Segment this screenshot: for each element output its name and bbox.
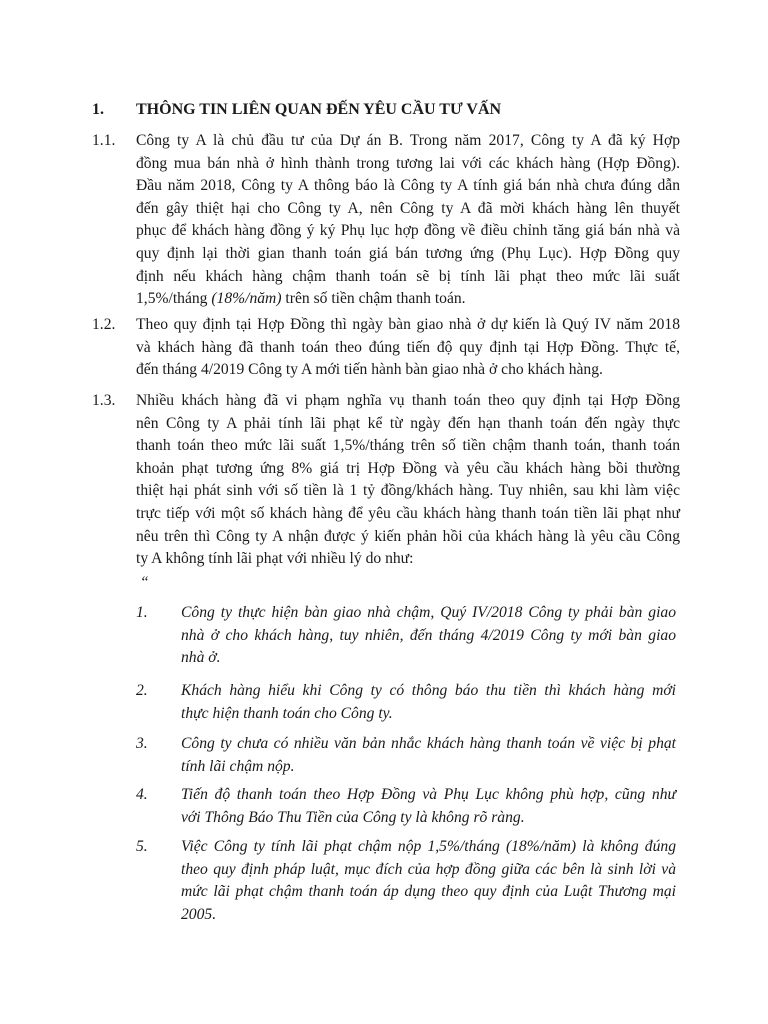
list-item-line: Việc Công ty tính lãi phạt chậm nộp 1,5%/tháng (18%/năm) là không đúng (181, 838, 676, 855)
paragraph-line (136, 288, 680, 311)
paragraph-line: đồng mua bán nhà ở hình thành trong tương lai với các khách hàng (Hợp Đồng). (136, 154, 680, 172)
paragraph-line: thiệt hại phát sinh với số tiền là 1 tỷ đồng/khách hàng. Tuy nhiên, sau khi làm việc (136, 482, 680, 500)
paragraph-body (136, 314, 680, 382)
list-item-body (181, 680, 676, 725)
list-item-line: với Thông Báo Thu Tiền của Công ty là không rõ ràng. (181, 808, 525, 826)
quoted-list-item-1 (136, 602, 676, 670)
paragraph-1-3 (92, 390, 680, 571)
list-item-body (181, 836, 676, 926)
quoted-list-item-2 (136, 680, 676, 725)
paragraph-line: khoản phạt tương ứng 8% giá trị Hợp Đồng và yêu cầu khách hàng bồi thường (136, 459, 680, 477)
paragraph-line: nên Công ty A phải tính lãi phạt kể từ ngày đến hạn thanh toán đến ngày thực (136, 414, 680, 432)
paragraph-line: nêu trên thì Công ty A nhận được ý kiến phản hồi của khách hàng là yêu cầu Công (136, 527, 680, 545)
paragraph-line: đến tháng 4/2019 Công ty A mới tiến hành bàn giao nhà ở cho khách hàng. (136, 361, 603, 379)
list-item-line: mức lãi phạt chậm thanh toán áp dụng theo quy định của Luật Thương mại (181, 883, 676, 901)
italic-text-run: (18%/năm) (211, 290, 282, 308)
paragraph-number: 1.1. (92, 132, 116, 149)
heading-title: THÔNG TIN LIÊN QUAN ĐẾN YÊU CẦU TƯ VẤN (136, 101, 502, 118)
paragraph-1-1 (92, 130, 680, 311)
paragraph-line: Theo quy định tại Hợp Đồng thì ngày bàn giao nhà ở dự kiến là Quý IV năm 2018 (136, 316, 680, 333)
paragraph-line: định nếu khách hàng chậm thanh toán sẽ bị tính lãi phạt theo mức lãi suất (136, 267, 680, 285)
list-item-line: 2005. (181, 905, 217, 923)
list-item-number: 3. (136, 735, 148, 752)
list-item-line: theo quy định pháp luật, mục đích của hợp đồng giữa các bên là sinh lời và (181, 860, 676, 878)
paragraph-line: Công ty A là chủ đầu tư của Dự án B. Trong năm 2017, Công ty A đã ký Hợp (136, 132, 680, 149)
list-item-number: 5. (136, 838, 148, 855)
section-heading (92, 99, 501, 121)
list-item-line: thực hiện thanh toán cho Công ty. (181, 704, 393, 722)
paragraph-line: quy định lại thời gian thanh toán giá bán tương ứng (Phụ Lục). Hợp Đồng quy (136, 244, 680, 262)
paragraph-line: Đầu năm 2018, Công ty A thông báo là Công ty A tính giá bán nhà chưa đúng dẫn (136, 177, 680, 195)
list-item-line: tính lãi chậm nộp. (181, 757, 295, 775)
paragraph-line: thanh toán theo mức lãi suất 1,5%/tháng trên số tiền chậm thanh toán, thanh toán (136, 437, 680, 455)
list-item-body (181, 602, 676, 670)
paragraph-line: phục để khách hàng đồng ý ký Phụ lục hợp đồng về điều chỉnh tăng giá bán nhà và (136, 222, 680, 240)
list-item-line: nhà ở cho khách hàng, tuy nhiên, đến tháng 4/2019 Công ty mới bàn giao (181, 626, 676, 644)
paragraph-line: và khách hàng đã thanh toán theo đúng tiến độ quy định tại Hợp Đồng. Thực tế, (136, 338, 680, 356)
paragraph-line: trực tiếp với một số khách hàng để yêu cầu khách hàng thanh toán tiền lãi phạt như (136, 504, 680, 522)
paragraph-line: ty A không tính lãi phạt với nhiều lý do như: (136, 550, 414, 568)
list-item-line: Khách hàng hiểu khi Công ty có thông báo thu tiền thì khách hàng mới (181, 682, 676, 699)
text-run: trên số tiền chậm thanh toán. (281, 290, 466, 308)
heading-number: 1. (92, 101, 104, 118)
quoted-list-item-3 (136, 733, 676, 778)
list-item-number: 1. (136, 604, 148, 621)
paragraph-body (136, 130, 680, 311)
list-item-number: 4. (136, 786, 148, 803)
paragraph-body (136, 390, 680, 571)
opening-quote-mark: “ (140, 574, 149, 591)
quoted-list-item-4 (136, 784, 676, 829)
list-item-body (181, 784, 676, 829)
list-item-number: 2. (136, 682, 148, 699)
paragraph-line: đến gây thiệt hại cho Công ty A, nên Công ty A đã mời khách hàng lên thuyết (136, 199, 680, 217)
list-item-line: Tiến độ thanh toán theo Hợp Đồng và Phụ Lục không phù hợp, cũng như (181, 786, 676, 803)
paragraph-line: Nhiều khách hàng đã vi phạm nghĩa vụ thanh toán theo quy định tại Hợp Đồng (136, 392, 680, 409)
list-item-body (181, 733, 676, 778)
list-item-line: nhà ở. (181, 649, 221, 667)
list-item-line: Công ty chưa có nhiều văn bản nhắc khách hàng thanh toán về việc bị phạt (181, 735, 676, 752)
quoted-list-item-5 (136, 836, 676, 926)
list-item-line: Công ty thực hiện bàn giao nhà chậm, Quý IV/2018 Công ty phải bàn giao (181, 604, 676, 621)
paragraph-1-2 (92, 314, 680, 382)
text-run: 1,5%/tháng (136, 290, 212, 308)
paragraph-number: 1.3. (92, 392, 116, 409)
paragraph-number: 1.2. (92, 316, 116, 333)
